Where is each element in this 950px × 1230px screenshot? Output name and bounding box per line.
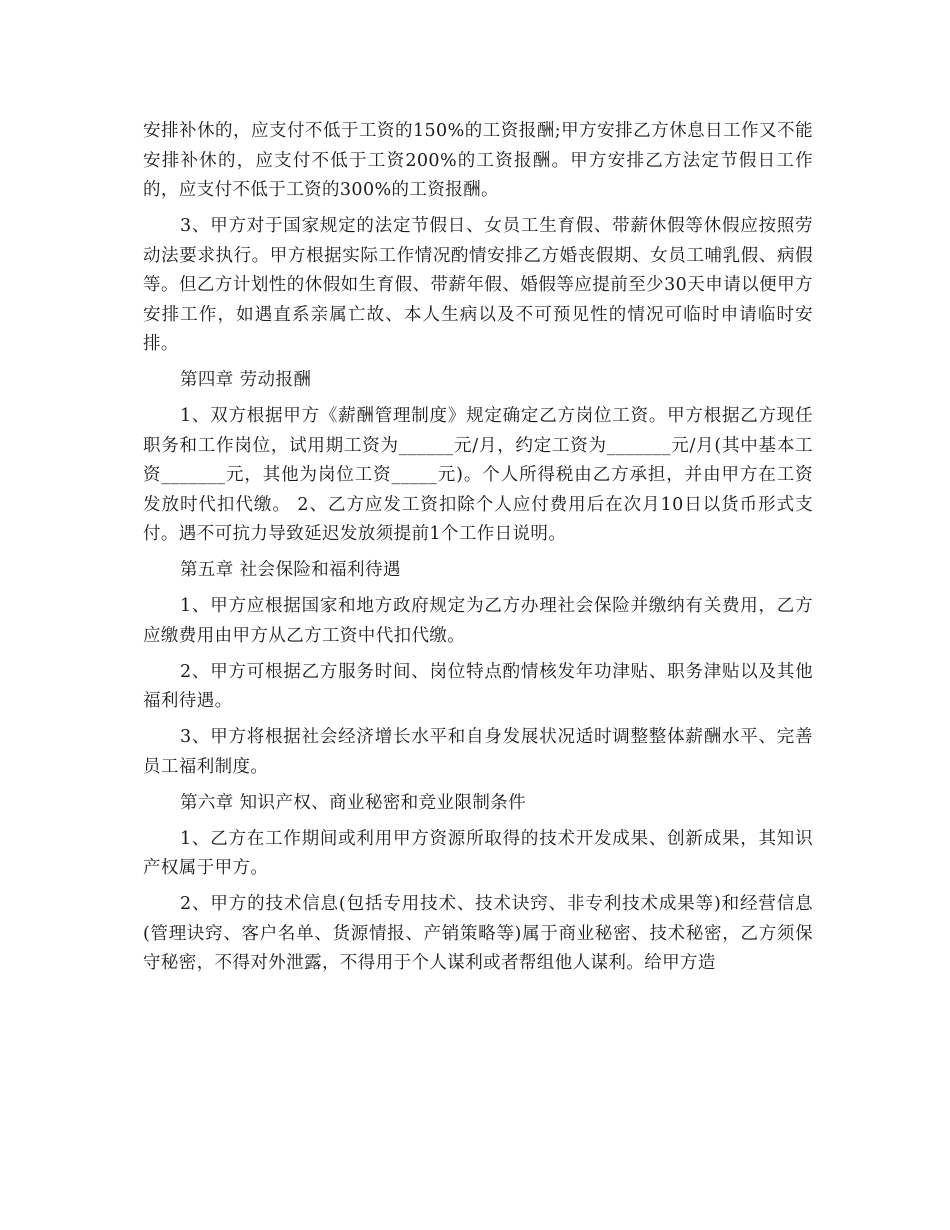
- chapter-heading-6: 第六章 知识产权、商业秘密和竞业限制条件: [180, 792, 527, 813]
- paragraph-ip-ownership: 1、乙方在工作期间或利用甲方资源所取得的技术开发成果、创新成果，其知识产权属于甲方。: [143, 828, 813, 878]
- paragraph-salary: 1、双方根据甲方《薪酬管理制度》规定确定乙方岗位工资。甲方根据乙方现任职务和工作岗位，试用期工资为______元/月，约定工资为_______元/月(其中基本工资_______元，其他为岗位工资_____元)。个人所得税由乙方承担，并由甲方在工资发放时代扣代缴。 2、乙方应发工资扣除个人应付费用后在次月10日以货币形式支付。遇不可抗力导致延迟发放须提前1个工作日说明。: [143, 406, 813, 544]
- chapter-heading-4: 第四章 劳动报酬: [180, 370, 312, 390]
- paragraph-holidays: 3、甲方对于国家规定的法定节假日、女员工生育假、带薪休假等休假应按照劳动法要求执行。甲方根据实际工作情况酌情安排乙方婚丧假期、女员工哺乳假、病假等。但乙方计划性的休假如生育假、带薪年假、婚假等应提前至少30天申请以便甲方安排工作，如遇直系亲属亡故、本人生病以及不可预见性的情况可临时申请临时安排。: [143, 216, 813, 354]
- paragraph-allowances: 2、甲方可根据乙方服务时间、岗位特点酌情核发年功津贴、职务津贴以及其他福利待遇。: [143, 661, 813, 711]
- paragraph-social-insurance: 1、甲方应根据国家和地方政府规定为乙方办理社会保险并缴纳有关费用，乙方应缴费用由甲方从乙方工资中代扣代缴。: [143, 596, 813, 646]
- chapter-heading-5: 第五章 社会保险和福利待遇: [180, 560, 401, 580]
- document-body: [143, 117, 813, 985]
- paragraph-overtime-pay: 安排补休的，应支付不低于工资的150%的工资报酬;甲方安排乙方休息日工作又不能安排补休的，应支付不低于工资200%的工资报酬。甲方安排乙方法定节假日工作的，应支付不低于工资的300%的工资报酬。: [143, 121, 813, 200]
- paragraph-welfare: 3、甲方将根据社会经济增长水平和自身发展状况适时调整整体薪酬水平、完善员工福利制度。: [143, 727, 813, 777]
- paragraph-trade-secrets: 2、甲方的技术信息(包括专用技术、技术诀窍、非专利技术成果等)和经营信息(管理诀窍、客户名单、货源情报、产销策略等)属于商业秘密、技术秘密，乙方须保守秘密，不得对外泄露，不得用于个人谋利或者帮组他人谋利。给甲方造: [143, 894, 813, 973]
